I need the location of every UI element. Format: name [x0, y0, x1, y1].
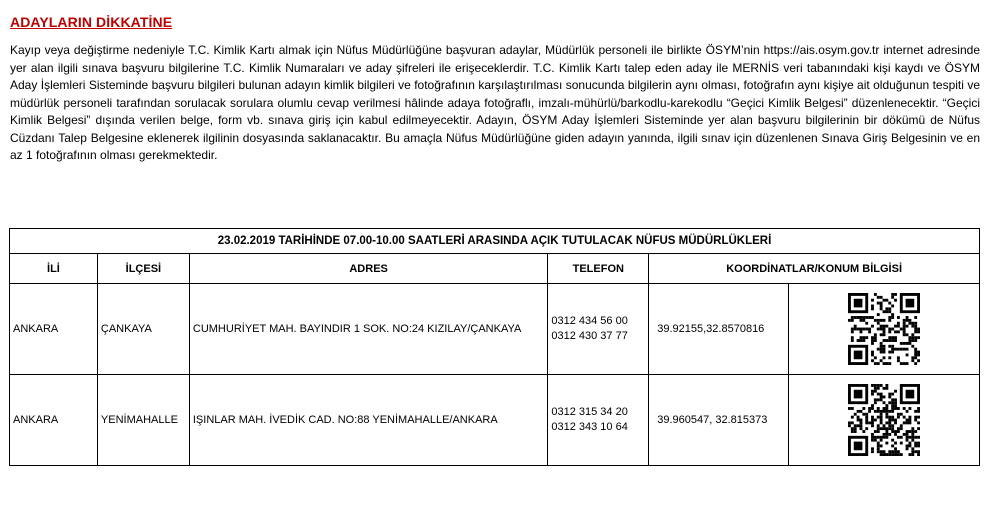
- cell-adres: IŞINLAR MAH. İVEDİK CAD. NO:88 YENİMAHALLE/ANKARA: [189, 375, 547, 466]
- cell-ilce: YENİMAHALLE: [97, 375, 189, 466]
- cell-adres: CUMHURİYET MAH. BAYINDIR 1 SOK. NO:24 KIZILAY/ÇANKAYA: [189, 284, 547, 375]
- header-il: İLİ: [10, 254, 98, 284]
- notice-heading: ADAYLARIN DİKKATİNE: [10, 14, 173, 30]
- cell-qr: [789, 284, 980, 375]
- cell-koordinat: 39.92155,32.8570816: [649, 284, 789, 375]
- cell-koordinat: 39.960547, 32.815373: [649, 375, 789, 466]
- table-caption-row: [10, 229, 980, 254]
- cell-ilce: ÇANKAYA: [97, 284, 189, 375]
- phone-1: 0312 434 56 00: [551, 315, 628, 327]
- notice-paragraph: Kayıp veya değiştirme nedeniyle T.C. Kimlik Kartı almak için Nüfus Müdürlüğüne başvuran adaylar, Müdürlük personeli ile birlikte ÖSYM’nin https://ais.osym.gov.tr internet adresinde yer alan ilgili sınava başvuru bilgilerine T.C. Kimlik Numaraları ve aday şifreleri ile erişeceklerdir. T.C. Kimlik Kartı talep eden aday ile MERNİS veri tabanındaki kişi kaydı ve ÖSYM Aday İşlemleri Sisteminde başvuru bilgileri bulunan adayın kimlik bilgileri ve fotoğrafının karşılaştırılması sonucunda bilgilerin aynı olması, fotoğrafın aynı kişiye ait olduğunun tespiti ve müdürlük personeli tarafından sorulacak sorulara olumlu cevap verilmesi hâlinde adaya fotoğraflı, imzalı-mühürlü/barkodlu-karekodlu “Geçici Kimlik Belgesi” düzenlenecektir. “Geçici Kimlik Belgesi” dışında verilen belge, form vb. sınava giriş için kabul edilmeyecektir. Adayın, ÖSYM Aday İşlemleri Sisteminde yer alan başvuru bilgilerinin bir dökümü de Nüfus Cüzdanı Talep Belgesine eklenerek ilgilinin dosyasında saklanacaktır. Bu amaçla Nüfus Müdürlüğüne giden adayın yanında, ilgili sınav için düzenlenen Sınava Giriş Belgesinin ve en az 1 fotoğrafının olması gerekmektedir.: [10, 43, 980, 162]
- cell-qr: [789, 375, 980, 466]
- table-header-row: [10, 254, 980, 284]
- cell-telefon: [548, 284, 649, 375]
- table-row: [10, 375, 980, 466]
- header-koordinat: KOORDİNATLAR/KONUM BİLGİSİ: [649, 254, 980, 284]
- phone-2: 0312 430 37 77: [551, 330, 628, 342]
- qr-code-icon: [848, 384, 920, 456]
- header-telefon: TELEFON: [548, 254, 649, 284]
- cell-il: ANKARA: [10, 375, 98, 466]
- header-ilce: İLÇESİ: [97, 254, 189, 284]
- qr-code-icon: [848, 293, 920, 365]
- cell-il: ANKARA: [10, 284, 98, 375]
- cell-telefon: [548, 375, 649, 466]
- phone-2: 0312 343 10 64: [551, 421, 628, 433]
- phone-1: 0312 315 34 20: [551, 406, 628, 418]
- registry-offices-table: [9, 228, 980, 466]
- table-row: [10, 284, 980, 375]
- header-adres: ADRES: [189, 254, 547, 284]
- table-caption: 23.02.2019 TARİHİNDE 07.00-10.00 SAATLERİ ARASINDA AÇIK TUTULACAK NÜFUS MÜDÜRLÜKLERİ: [10, 229, 980, 254]
